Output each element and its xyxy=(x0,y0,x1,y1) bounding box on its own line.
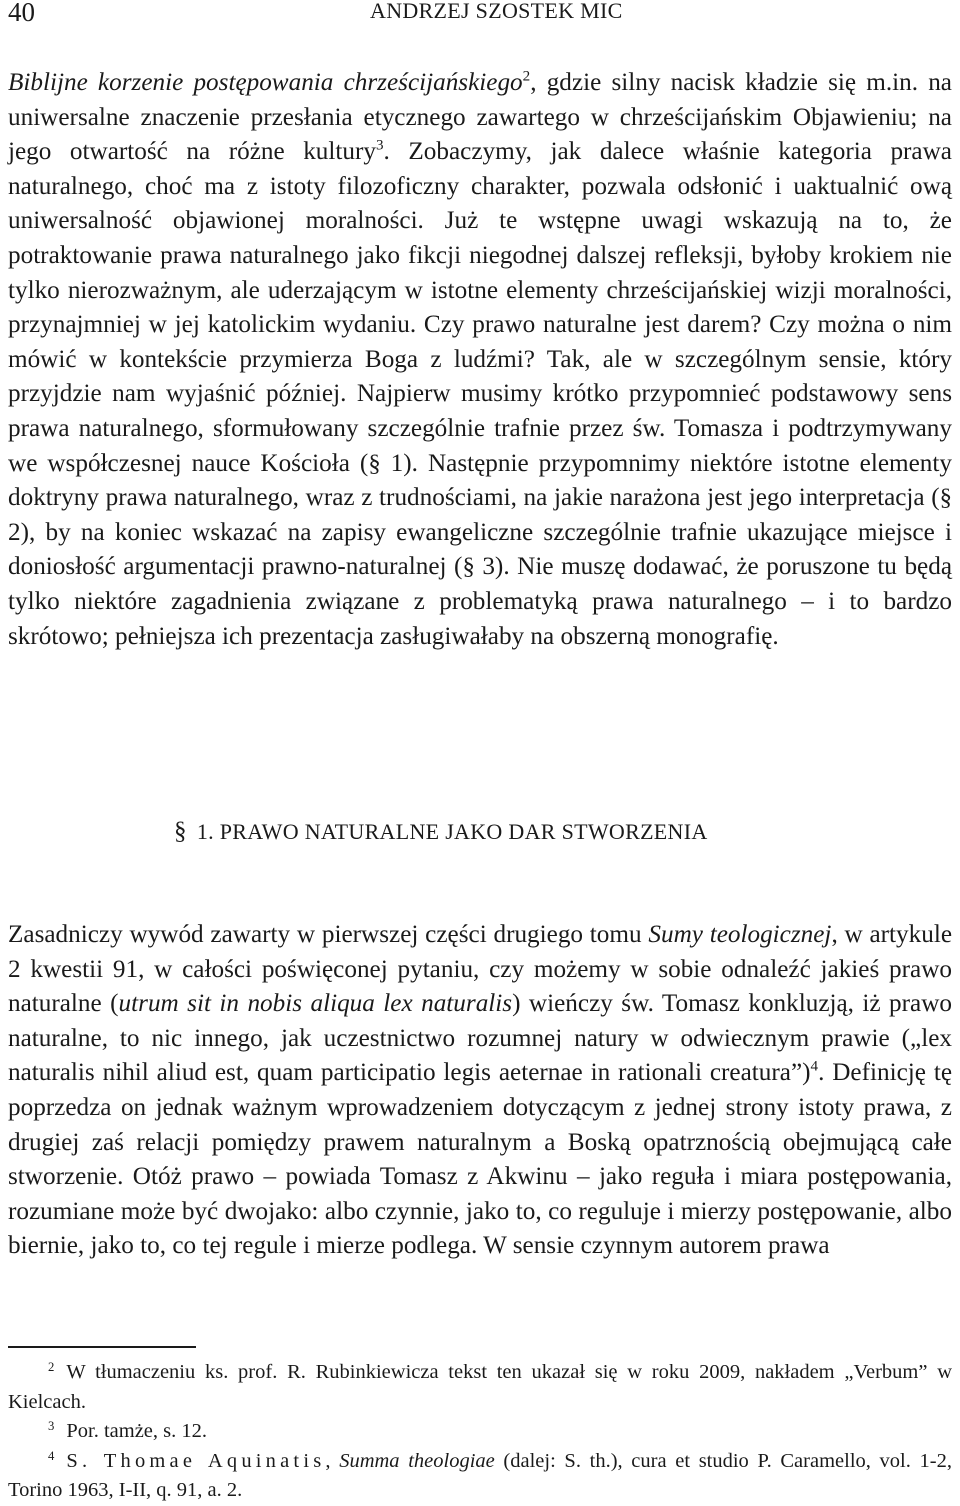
paragraph-text: , gdzie silny nacisk kładzie się m.in. na uniwersalne znaczenie przesłania etycznego zawartego w chrześcijańskim Objawieniu; na jego otwartość na różne kultury xyxy=(8,69,952,166)
paragraph-text: , w artykule 2 kwestii 91, w całości poświęconej pytaniu, czy możemy w sobie odnaleźć jakieś prawo naturalne ( xyxy=(8,921,953,1018)
section-sign: § xyxy=(368,449,381,477)
footnote-ref-3[interactable]: 3 xyxy=(375,137,384,154)
section-title: 1. PRAWO NATURALNE JAKO DAR STWORZENIA xyxy=(196,819,708,844)
book-title: Biblijne korzenie postępowania chrześcijańskiego xyxy=(8,69,523,96)
paragraph-text: . Definicję tę poprzedza on jednak ważnym wprowadzeniem dotyczącym z jednej strony istoty prawa, z drugiej zaś relacji pomiędzy prawem naturalnym a Boską opatrznością obejmującą całe stworzenie. Otóż prawo – powiada Tomasz z Akwinu – jako reguła i miara postępowania, rozumiane może być dwojako: albo czynnie, jako to, co reguluje i mierzy postępowanie, albo biernie, jako to, co tej regule i mierze podlega. W sensie czynnym autorem prawa xyxy=(8,1059,952,1260)
footnote-text: (dalej: S. th.), cura et studio P. Caramello, vol. 1-2, Torino 1963, I-II, q. 91, a. 2. xyxy=(8,1449,952,1501)
page-number: 40 xyxy=(8,0,35,27)
paragraph-intro xyxy=(8,66,952,654)
paragraph-text: 2), by na koniec wskazać na zapisy ewangeliczne szczególnie trafnie ukazujące miejsce i doniosłość argumentacji prawno-naturalnej ( xyxy=(8,518,952,581)
latin-question: utrum sit in nobis aliqua lex naturalis xyxy=(118,990,513,1018)
footnote-3 xyxy=(8,1417,952,1447)
footnote-number: 4 xyxy=(48,1448,55,1463)
footnote-work-title: Summa theologiae xyxy=(339,1449,495,1472)
footnote-4 xyxy=(8,1447,952,1506)
footnote-ref-2[interactable]: 2 xyxy=(522,68,531,85)
footnote-text: W tłumaczeniu ks. prof. R. Rubinkiewicza tekst ten ukazał się w roku 2009, nakładem „Verbum” w Kielcach. xyxy=(8,1361,952,1413)
paragraph-text: 3). Nie muszę dodawać, że poruszone tu będą tylko niektóre zagadnienia związane z problematyką prawa naturalnego – i to bardzo skrótowo; pełniejsza ich prezentacja zasługiwałaby na obszerną monografię. xyxy=(8,553,953,650)
paragraph-text: . Zobaczymy, jak dalece właśnie kategoria prawa naturalnego, choć ma z istoty filozoficzny charakter, pozwala odsłonić i uaktualnić ową uniwersalność objawionej moralności. Już te wstępne uwagi wskazują na to, że potraktowanie prawa naturalnego jako fikcji niegodnej dalszej refleksji, byłoby krokiem nie tylko nierozważnym, ale uderzającym w istotne elementy chrześcijańskiej wizji moralności, przynajmniej w jej katolickim wydaniu. Czy prawo naturalne jest darem? Czy można o nim mówić w kontekście przymierza Boga z ludźmi? Tak, ale w szczególnym sensie, który przyjdzie nam wyjaśnić później. Najpierw musimy krótko przypomnieć podstawowy sens prawa naturalnego, sformułowany szczególnie trafnie przez św. Tomasza i podtrzymywany we współczesnej nauce Kościoła ( xyxy=(8,138,952,477)
footnotes xyxy=(8,1358,952,1506)
work-title: Sumy teologicznej xyxy=(648,921,832,948)
section-sign: § xyxy=(462,553,475,581)
footnote-separator xyxy=(8,1346,196,1348)
footnote-number: 3 xyxy=(48,1419,55,1434)
footnote-number: 2 xyxy=(48,1360,55,1375)
footnote-author: S. Thomae Aquinatis xyxy=(66,1449,326,1472)
paragraph-text: Zasadniczy wywód zawarty w pierwszej części drugiego tomu xyxy=(8,921,649,948)
running-head: ANDRZEJ SZOSTEK MIC xyxy=(370,0,623,23)
paragraph-text: ) wieńczy św. Tomasz konkluzją, iż prawo naturalne, to nic innego, jak uczestnictwo rozumnej natury w odwiecznym prawie („lex naturalis nihil aliud est, quam participatio legis aeternae in rationali creatura”) xyxy=(8,990,952,1087)
section-sign: § xyxy=(174,818,187,845)
section-sign: § xyxy=(939,484,952,512)
paragraph-text: 1). Następnie przypomnimy niektóre istotne elementy doktryny prawa naturalnego, wraz z trudnościami, na jakie narażona jest jego interpretacja ( xyxy=(8,449,952,512)
paragraph-section-1 xyxy=(8,918,952,1264)
footnote-ref-4[interactable]: 4 xyxy=(810,1059,819,1076)
section-heading xyxy=(174,818,708,846)
footnote-text: Por. tamże, s. 12. xyxy=(66,1420,207,1442)
footnote-2 xyxy=(8,1358,952,1417)
footnote-text: , xyxy=(325,1449,340,1472)
